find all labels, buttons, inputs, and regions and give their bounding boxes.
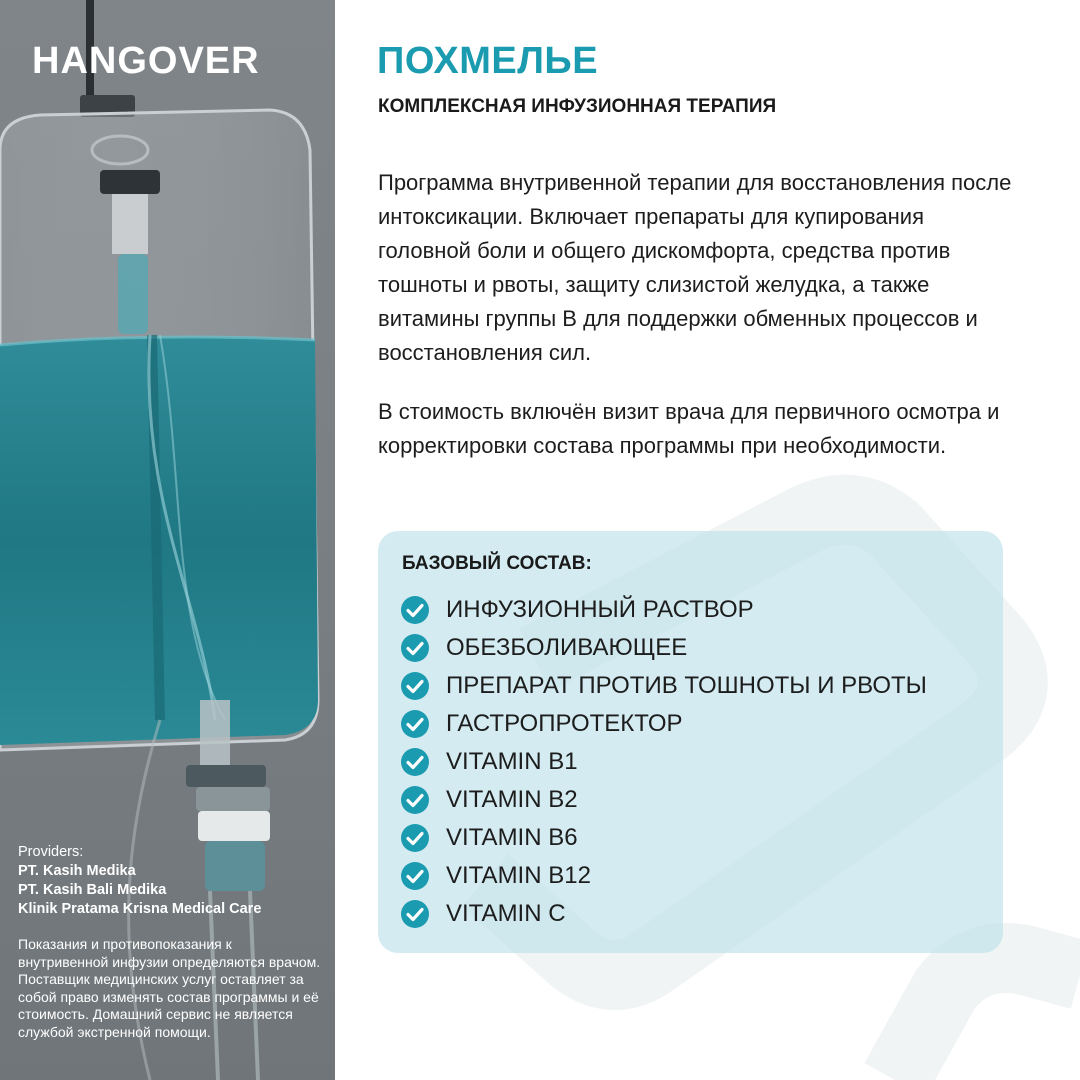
check-circle-icon	[400, 595, 430, 625]
left-panel	[0, 0, 335, 1080]
check-circle-icon	[400, 633, 430, 663]
check-circle-icon	[400, 747, 430, 777]
list-item	[400, 781, 927, 819]
provider-name: PT. Kasih Bali Medika	[18, 882, 167, 898]
check-circle-icon	[400, 785, 430, 815]
providers-heading: Providers:	[18, 844, 84, 860]
list-item-label: ГАСТРОПРОТЕКТОР	[446, 710, 683, 737]
page-title: ПОХМЕЛЬЕ	[377, 40, 599, 82]
disclaimer-text: Показания и противопоказания к внутривенной инфузии определяются врачом. Поставщик медицинских услуг оставляет за собой право изменять состав программы и её стоимость. Домашний сервис не является службой экстренной помощи.	[18, 936, 321, 1040]
list-item-label: ИНФУЗИОННЫЙ РАСТВОР	[446, 596, 754, 623]
check-circle-icon	[400, 899, 430, 929]
composition-list	[400, 591, 927, 933]
providers-block	[18, 843, 328, 919]
list-item	[400, 667, 927, 705]
list-item	[400, 743, 927, 781]
price-note-paragraph: В стоимость включён визит врача для первичного осмотра и корректировки состава программы при необходимости.	[378, 399, 1000, 458]
list-item-label: VITAMIN C	[446, 900, 566, 927]
list-item-label: ПРЕПАРАТ ПРОТИВ ТОШНОТЫ И РВОТЫ	[446, 672, 927, 699]
list-item-label: VITAMIN B6	[446, 824, 578, 851]
provider-name: Klinik Pratama Krisna Medical Care	[18, 901, 262, 917]
list-item	[400, 629, 927, 667]
list-item	[400, 591, 927, 629]
check-circle-icon	[400, 823, 430, 853]
list-item	[400, 895, 927, 933]
description-paragraph: Программа внутривенной терапии для восстановления после интоксикации. Включает препараты для купирования головной боли и общего дискомфорта, средства против тошноты и рвоты, защиту слизистой желудка, а также витамины группы B для поддержки обменных процессов и восстановления сил.	[378, 170, 1012, 365]
page-subtitle: КОМПЛЕКСНАЯ ИНФУЗИОННАЯ ТЕРАПИЯ	[378, 96, 777, 117]
list-item	[400, 705, 927, 743]
list-item-label: VITAMIN B1	[446, 748, 578, 775]
provider-name: PT. Kasih Medika	[18, 863, 136, 879]
composition-card	[378, 531, 1003, 953]
list-item-label: VITAMIN B2	[446, 786, 578, 813]
check-circle-icon	[400, 861, 430, 891]
composition-heading: БАЗОВЫЙ СОСТАВ:	[402, 553, 592, 574]
check-circle-icon	[400, 709, 430, 739]
list-item	[400, 819, 927, 857]
list-item-label: ОБЕЗБОЛИВАЮЩЕЕ	[446, 634, 688, 661]
list-item-label: VITAMIN B12	[446, 862, 591, 889]
list-item	[400, 857, 927, 895]
check-circle-icon	[400, 671, 430, 701]
brand-title: HANGOVER	[32, 40, 260, 82]
